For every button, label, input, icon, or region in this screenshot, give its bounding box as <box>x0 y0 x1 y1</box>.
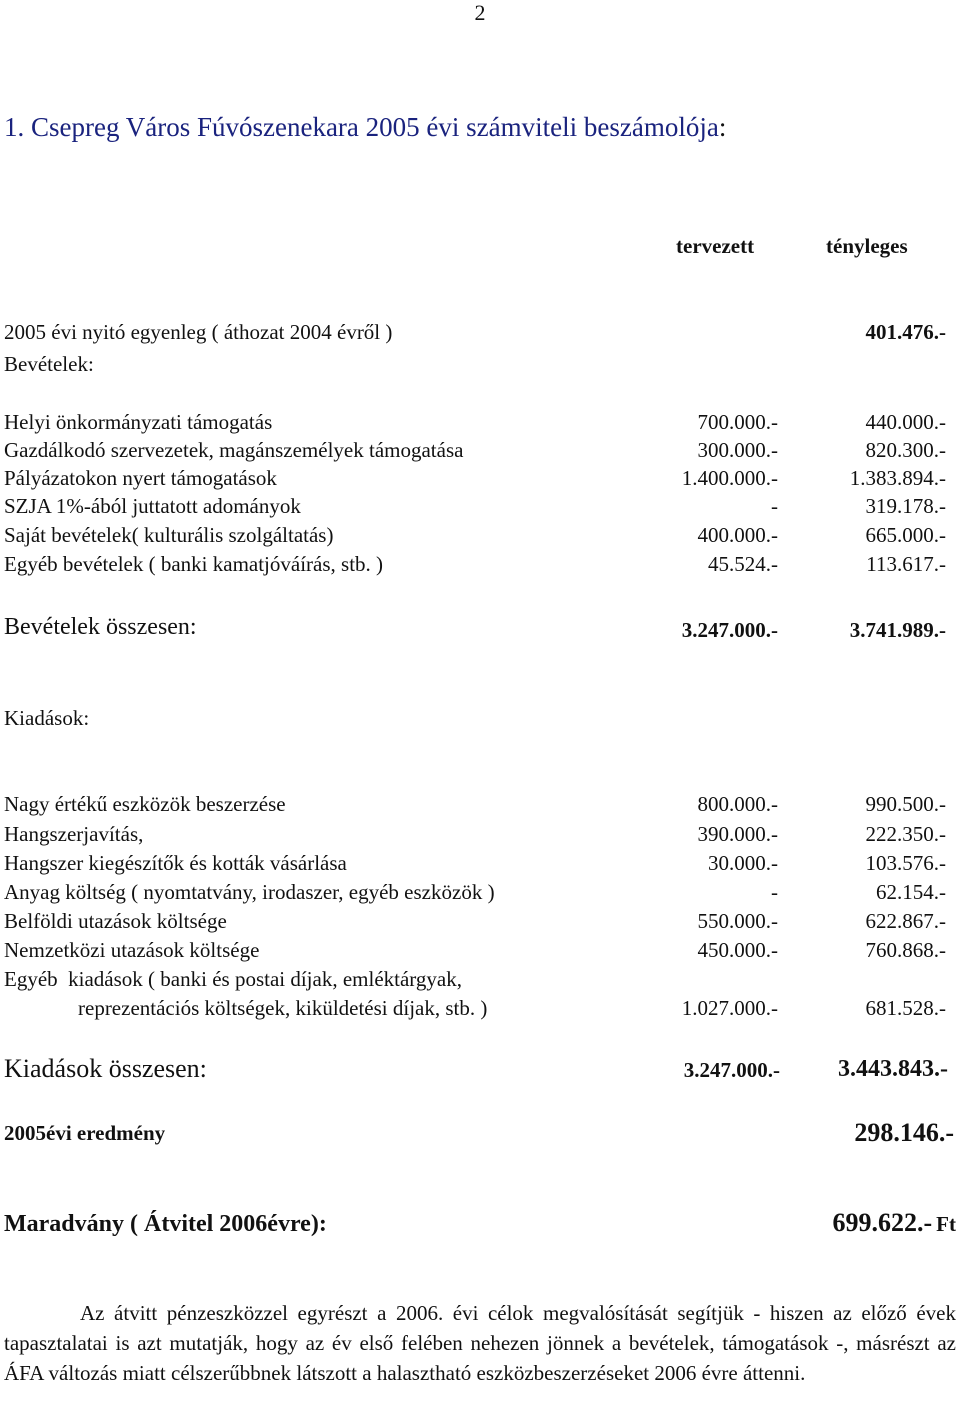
column-header-planned: tervezett <box>676 234 755 258</box>
expense-row-planned: 30.000.- <box>708 851 778 875</box>
carryover-amount: 699.622.- <box>832 1208 933 1237</box>
expense-row-planned: 450.000.- <box>697 938 778 962</box>
expense-row-label: Belföldi utazások költsége <box>4 909 227 933</box>
expense-row-actual: 103.576.- <box>865 851 946 875</box>
carryover-label-text: Maradvány ( Átvitel 2006évre) <box>4 1211 319 1237</box>
column-header-actual: tényleges <box>826 234 908 258</box>
expense-row-label: Hangszerjavítás, <box>4 822 144 846</box>
income-total-label: Bevételek összesen: <box>4 614 197 640</box>
income-row-actual: 319.178.- <box>865 494 946 518</box>
income-row-label: Helyi önkormányzati támogatás <box>4 410 273 434</box>
expense-row-actual: 222.350.- <box>865 822 946 846</box>
income-row-actual: 820.300.- <box>865 438 946 462</box>
income-heading: Bevételek: <box>4 352 94 376</box>
result-actual: 298.146.- <box>854 1118 954 1147</box>
expense-total-actual: 3.443.843.- <box>838 1056 948 1082</box>
income-row-actual: 665.000.- <box>865 523 946 547</box>
income-row-label: Saját bevételek( kulturális szolgáltatás) <box>4 523 334 547</box>
expense-row-planned: - <box>771 880 778 904</box>
explanation-text: Az átvitt pénzeszközzel egyrészt a 2006. évi célok megvalósítását segítjük - hiszen az előző évek tapasztalatai is azt mutatják, hogy az év első felében nehezen jönnek a bevételek, támogatások -, másrészt az ÁFA változás miatt célszerűbbnek látszott a halasztható eszközbeszerzéseket 2006 évre áttenni. <box>4 1301 956 1385</box>
expense-row-label: Nagy értékű eszközök beszerzése <box>4 792 286 816</box>
opening-balance-actual: 401.476.- <box>865 320 946 344</box>
income-row-actual: 1.383.894.- <box>849 466 946 490</box>
expense-total-label: Kiadások összesen: <box>4 1054 207 1083</box>
other-expense-actual: 681.528.- <box>865 996 946 1020</box>
explanation-paragraph <box>4 1298 956 1388</box>
income-row-planned: - <box>771 494 778 518</box>
income-row-planned: 700.000.- <box>697 410 778 434</box>
expense-heading: Kiadások: <box>4 706 90 730</box>
expense-row-planned: 390.000.- <box>697 822 778 846</box>
carryover-colon: : <box>318 1211 327 1237</box>
expense-row-actual: 990.500.- <box>865 792 946 816</box>
expense-total-planned: 3.247.000.- <box>683 1058 780 1082</box>
carryover-label <box>4 1211 327 1238</box>
income-row-actual: 113.617.- <box>866 552 946 576</box>
income-row-label: Egyéb bevételek ( banki kamatjóváírás, stb. ) <box>4 552 384 576</box>
title-text: 1. Csepreg Város Fúvószenekara 2005 évi számviteli beszámolója <box>4 112 719 142</box>
page-number: 2 <box>474 0 486 25</box>
income-row-planned: 300.000.- <box>697 438 778 462</box>
carryover-value <box>833 1208 957 1238</box>
document-title <box>4 112 726 143</box>
income-row-planned: 400.000.- <box>697 523 778 547</box>
income-row-label: SZJA 1%-ából juttatott adományok <box>4 494 301 518</box>
income-row-planned: 45.524.- <box>708 552 778 576</box>
expense-row-actual: 622.867.- <box>865 909 946 933</box>
expense-row-actual: 62.154.- <box>876 880 946 904</box>
expense-row-label: Nemzetközi utazások költsége <box>4 938 260 962</box>
income-row-label: Gazdálkodó szervezetek, magánszemélyek támogatása <box>4 438 464 462</box>
income-total-planned: 3.247.000.- <box>681 618 778 642</box>
other-expense-label-line2: reprezentációs költségek, kiküldetési díjak, stb. ) <box>78 996 488 1020</box>
opening-balance-label: 2005 évi nyitó egyenleg ( áthozat 2004 évről ) <box>4 320 393 344</box>
income-row-label: Pályázatokon nyert támogatások <box>4 466 277 490</box>
expense-row-actual: 760.868.- <box>865 938 946 962</box>
other-expense-planned: 1.027.000.- <box>681 996 778 1020</box>
carryover-unit: Ft <box>936 1212 956 1236</box>
income-total-actual: 3.741.989.- <box>849 618 946 642</box>
expense-row-label: Anyag költség ( nyomtatvány, irodaszer, egyéb eszközök ) <box>4 880 495 904</box>
income-row-actual: 440.000.- <box>865 410 946 434</box>
expense-row-planned: 550.000.- <box>697 909 778 933</box>
expense-row-label: Hangszer kiegészítők és kották vásárlása <box>4 851 347 875</box>
result-label: 2005évi eredmény <box>4 1121 166 1145</box>
income-row-planned: 1.400.000.- <box>681 466 778 490</box>
expense-row-planned: 800.000.- <box>697 792 778 816</box>
other-expense-label-line1: Egyéb kiadások ( banki és postai díjak, emléktárgyak, <box>4 967 462 991</box>
title-colon: : <box>718 112 727 142</box>
